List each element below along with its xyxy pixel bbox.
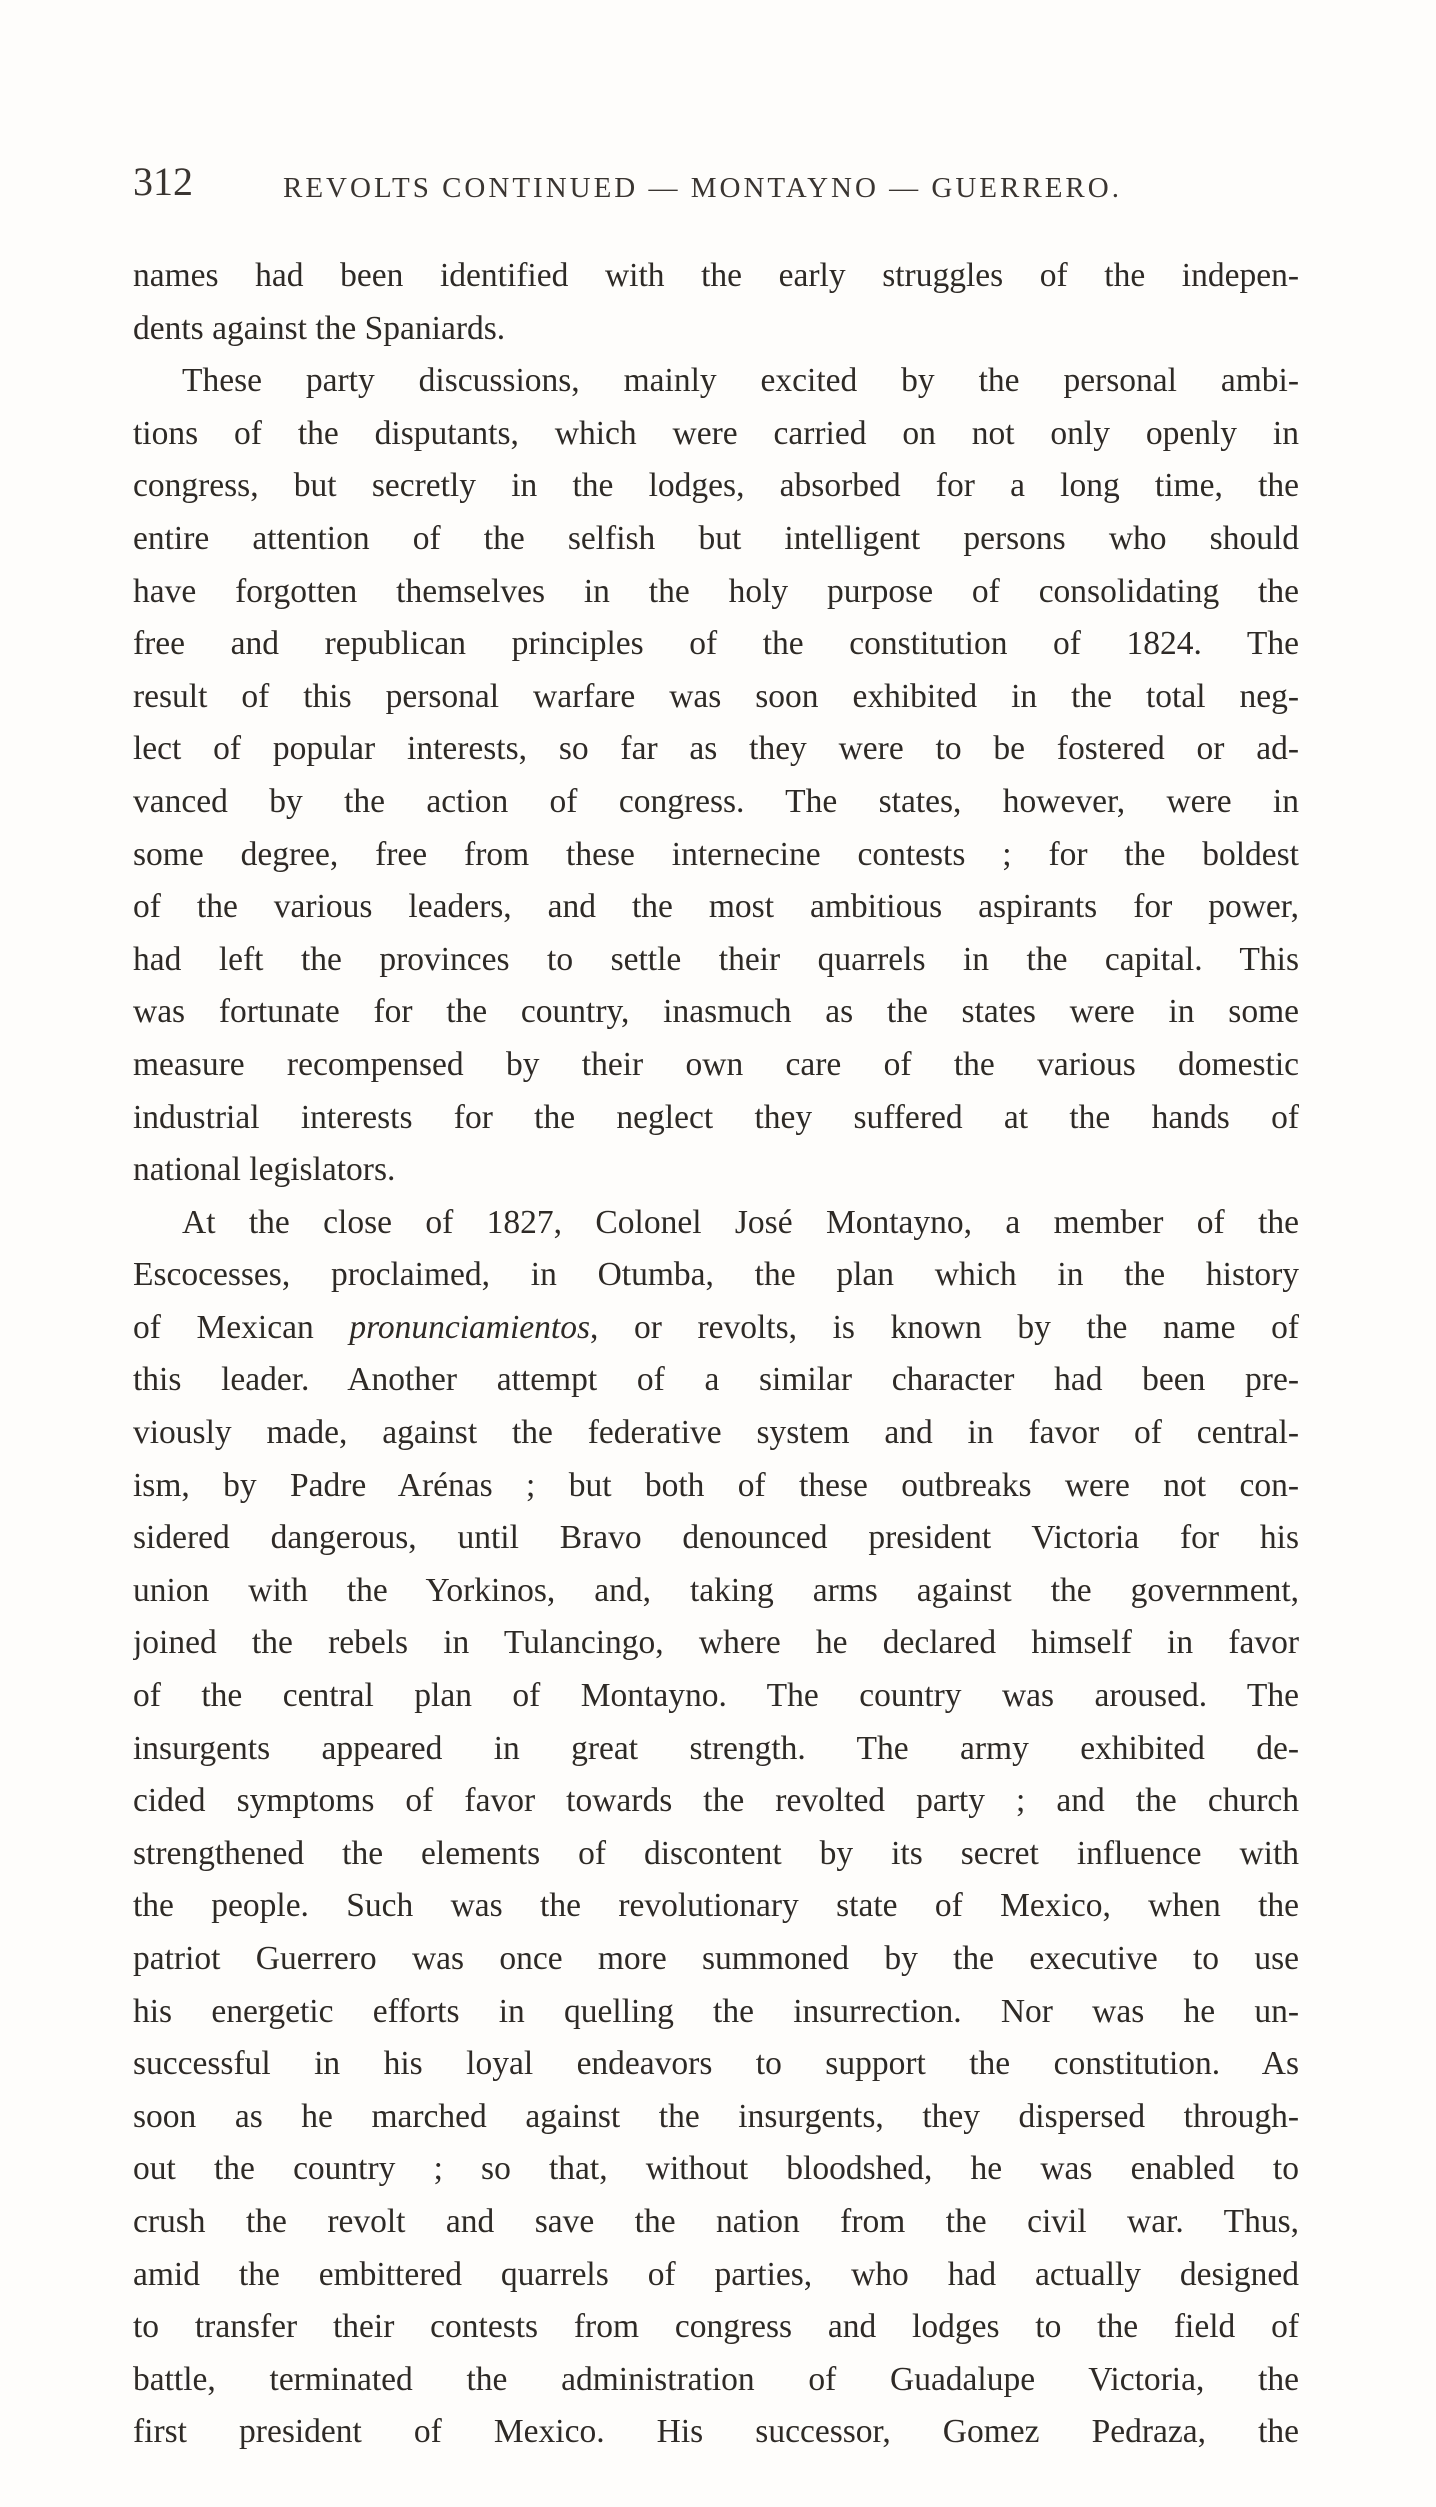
- text-line: measure recompensed by their own care of the various domestic: [133, 1045, 1299, 1083]
- text-line: to transfer their contests from congress and lodges to the field of: [133, 2308, 1299, 2346]
- paragraph-start-line: At the close of 1827, Colonel José Montayno, a member of the: [182, 1203, 1299, 1241]
- text-line: amid the embittered quarrels of parties, who had actually designed: [133, 2255, 1299, 2293]
- text-line: result of this personal warfare was soon exhibited in the total neg-: [133, 677, 1299, 715]
- text-line: out the country ; so that, without bloodshed, he was enabled to: [133, 2150, 1299, 2188]
- text-line: of the various leaders, and the most ambitious aspirants for power,: [133, 888, 1299, 926]
- text-line: cided symptoms of favor towards the revolted party ; and the church: [133, 1782, 1299, 1820]
- body-text: [133, 250, 1299, 2459]
- text-line: dents against the Spaniards.: [133, 309, 506, 347]
- text-line: industrial interests for the neglect they suffered at the hands of: [133, 1098, 1299, 1136]
- text-line: congress, but secretly in the lodges, absorbed for a long time, the: [133, 467, 1299, 505]
- text-line: free and republican principles of the constitution of 1824. The: [133, 625, 1299, 663]
- text-line: patriot Guerrero was once more summoned by the executive to use: [133, 1940, 1299, 1977]
- text-line: his energetic efforts in quelling the insurrection. Nor was he un-: [133, 1992, 1299, 2030]
- text-line: first president of Mexico. His successor, Gomez Pedraza, the: [133, 2413, 1299, 2451]
- running-head: [133, 152, 1153, 212]
- running-head-title: REVOLTS CONTINUED — MONTAYNO — GUERRERO.: [283, 172, 1122, 204]
- italic-term: pronunciamientos: [349, 1308, 590, 1346]
- text-line: insurgents appeared in great strength. The army exhibited de-: [133, 1729, 1299, 1767]
- page-number: 312: [133, 159, 193, 204]
- text-line: strengthened the elements of discontent by its secret influence with: [133, 1834, 1299, 1872]
- text-line: this leader. Another attempt of a similar character had been pre-: [133, 1361, 1299, 1399]
- text-line: Escocesses, proclaimed, in Otumba, the plan which in the history: [133, 1256, 1299, 1294]
- text-line: national legislators.: [133, 1151, 396, 1189]
- paragraph-start-line: These party discussions, mainly excited by the personal ambi-: [182, 362, 1299, 400]
- text-line: names had been identified with the early struggles of the indepen-: [133, 257, 1299, 294]
- text-line: vanced by the action of congress. The states, however, were in: [133, 782, 1299, 820]
- text-line: lect of popular interests, so far as they were to be fostered or ad-: [133, 730, 1299, 768]
- text-line: successful in his loyal endeavors to support the constitution. As: [133, 2045, 1299, 2083]
- text-line: of the central plan of Montayno. The country was aroused. The: [133, 1677, 1299, 1715]
- text-line: union with the Yorkinos, and, taking arms against the government,: [133, 1571, 1299, 1609]
- text-line: joined the rebels in Tulancingo, where he declared himself in favor: [133, 1624, 1299, 1662]
- text-line: viously made, against the federative system and in favor of central-: [133, 1414, 1299, 1452]
- text-line: battle, terminated the administration of Guadalupe Victoria, the: [133, 2360, 1299, 2398]
- text-line: have forgotten themselves in the holy purpose of consolidating the: [133, 572, 1299, 610]
- text-line: the people. Such was the revolutionary state of Mexico, when the: [133, 1887, 1299, 1925]
- text-line-with-italic: [133, 1302, 1299, 1355]
- text-line: ism, by Padre Arénas ; but both of these outbreaks were not con-: [133, 1466, 1299, 1504]
- text-line: crush the revolt and save the nation from the civil war. Thus,: [133, 2202, 1299, 2240]
- text-line: was fortunate for the country, inasmuch as the states were in some: [133, 993, 1299, 1031]
- text-line: some degree, free from these internecine contests ; for the boldest: [133, 835, 1299, 873]
- text-line: entire attention of the selfish but intelligent persons who should: [133, 519, 1299, 557]
- text-line: sidered dangerous, until Bravo denounced president Victoria for his: [133, 1519, 1299, 1557]
- text-line: tions of the disputants, which were carried on not only openly in: [133, 414, 1299, 452]
- text-line: had left the provinces to settle their quarrels in the capital. This: [133, 940, 1299, 978]
- text-line: soon as he marched against the insurgents, they dispersed through-: [133, 2097, 1299, 2135]
- text-segment: , or revolts, is known by the name of: [590, 1308, 1299, 1346]
- text-segment: of Mexican: [133, 1308, 350, 1346]
